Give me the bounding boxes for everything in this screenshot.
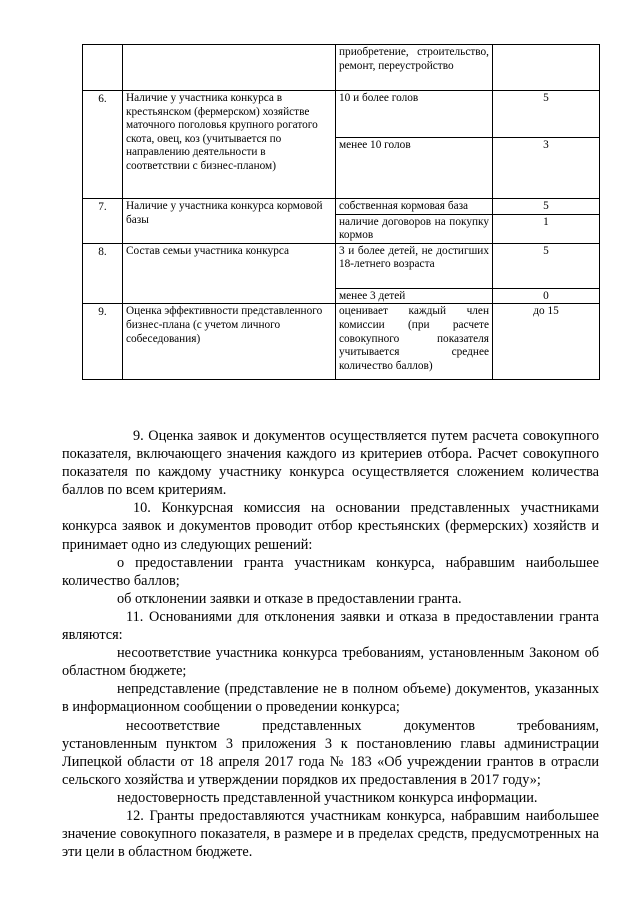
table-row: [83, 304, 600, 380]
points-cell: до 15: [493, 304, 600, 380]
table-row: [83, 199, 600, 215]
criteria-table: [82, 44, 600, 380]
points-cell: [493, 45, 600, 91]
criterion-cell: Наличие у участника конкурса кормовой базы: [123, 199, 336, 244]
option-cell: 3 и более детей, не достигших 18-летнего возраста: [336, 243, 493, 288]
paragraph: о предоставлении гранта участникам конкурса, набравшим наибольшее количество баллов;: [62, 554, 599, 589]
option-cell: собственная кормовая база: [336, 199, 493, 215]
option-cell: менее 10 голов: [336, 138, 493, 199]
criterion-cell: Наличие у участника конкурса в крестьянском (фермерском) хозяйстве маточного поголовья крупного рогатого скота, овец, коз (учитывается по направлению деятельности в соответствии с бизнес-планом): [123, 91, 336, 199]
table-row: [83, 45, 600, 91]
row-number: [83, 45, 123, 91]
points-cell: 5: [493, 91, 600, 138]
paragraph: об отклонении заявки и отказе в предоставлении гранта.: [117, 590, 462, 607]
points-cell: 5: [493, 199, 600, 215]
paragraph: несоответствие участника конкурса требованиям, установленным Законом об областном бюджете;: [62, 645, 599, 680]
points-cell: 5: [493, 243, 600, 288]
points-cell: 0: [493, 288, 600, 304]
row-number: 6.: [83, 91, 123, 199]
option-cell: 10 и более голов: [336, 91, 493, 138]
paragraph: 12. Гранты предоставляются участникам конкурса, набравшим наибольшее значение совокупного показателя, в размере и в пределах средств, предусмотренных на эти цели в областном бюджете.: [62, 807, 599, 861]
paragraph: недостоверность представленной участником конкурса информации.: [117, 789, 538, 806]
row-number: 9.: [83, 304, 123, 380]
option-cell: наличие договоров на покупку кормов: [336, 214, 493, 243]
paragraph: непредставление (представление не в полном объеме) документов, указанных в информационном сообщении о проведении конкурса;: [62, 681, 599, 716]
table-row: [83, 243, 600, 288]
paragraph: 10. Конкурсная комиссия на основании представленных участниками конкурса заявок и документов проводит отбор крестьянских (фермерских) хозяйств и принимает одно из следующих решений:: [62, 500, 599, 553]
paragraph: 9. Оценка заявок и документов осуществляется путем расчета совокупного показателя, включающего значения каждого из критериев отбора. Расчет совокупного показателя по каждому участнику конкурса осуществляется сложением количества баллов по всем критериям.: [62, 428, 599, 499]
option-cell: приобретение, строительство, ремонт, переустройство: [336, 45, 493, 91]
table-row: [83, 91, 600, 138]
option-cell: оценивает каждый член комиссии (при расчете совокупного показателя учитывается среднее количество баллов): [336, 304, 493, 380]
row-number: 7.: [83, 199, 123, 244]
criterion-cell: Состав семьи участника конкурса: [123, 243, 336, 304]
paragraph: установленным пунктом 3 приложения 3 к постановлению главы администрации Липецкой области от 18 апреля 2017 года № 183 «Об учреждении грантов в отрасли сельского хозяйства и утверждении порядков их предоставления в 2017 году»;: [62, 735, 599, 788]
criterion-cell: [123, 45, 336, 91]
points-cell: 3: [493, 138, 600, 199]
criterion-cell: Оценка эффективности представленного бизнес-плана (с учетом личного собеседования): [123, 304, 336, 380]
paragraph: несоответствие представленных документов требованиям,: [126, 717, 599, 734]
points-cell: 1: [493, 214, 600, 243]
row-number: 8.: [83, 243, 123, 304]
document-body: [62, 427, 599, 861]
option-cell: менее 3 детей: [336, 288, 493, 304]
paragraph: 11. Основаниями для отклонения заявки и отказа в предоставлении гранта являются:: [62, 608, 599, 644]
